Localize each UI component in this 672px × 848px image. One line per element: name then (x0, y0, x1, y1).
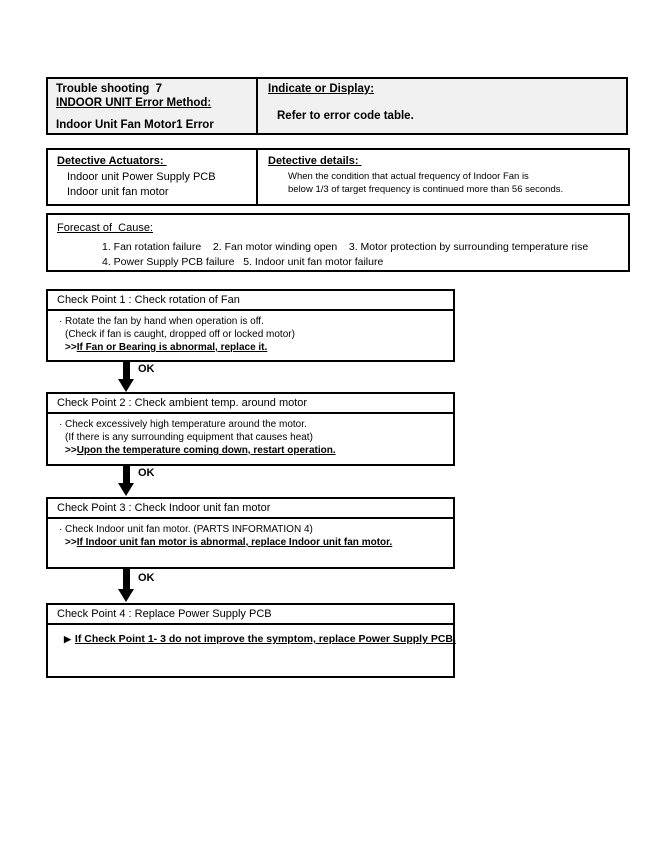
check-point-3-box (46, 497, 455, 569)
detective-actuator-item: Indoor unit Power Supply PCB (67, 171, 216, 183)
detective-table (46, 148, 630, 206)
check-point-3-action: If Indoor unit fan motor is abnormal, replace Indoor unit fan motor. (76, 537, 393, 548)
flow-arrow-down-icon (118, 362, 135, 392)
trouble-shooting-number: Trouble shooting 7 (56, 83, 163, 95)
check-point-4-box (46, 603, 455, 678)
check-point-4-action: If Check Point 1- 3 do not improve the symptom, replace Power Supply PCB. (74, 633, 456, 645)
check-point-2-title: Check Point 2 : Check ambient temp. around motor (48, 394, 453, 414)
forecast-cause-line: 4. Power Supply PCB failure 5. Indoor unit fan motor failure (102, 256, 384, 268)
arrow-shaft (123, 569, 130, 589)
forecast-of-cause-box (46, 213, 630, 272)
check-point-2-action: Upon the temperature coming down, restart operation. (76, 445, 336, 456)
check-point-2-line: Check excessively high temperature around the motor. (65, 419, 307, 430)
check-point-3-body (48, 519, 453, 549)
detective-actuator-item: Indoor unit fan motor (67, 186, 169, 198)
arrow-head (118, 379, 134, 392)
arrow-shaft (123, 466, 130, 483)
ok-label: OK (138, 572, 155, 584)
arrow-head (118, 589, 134, 602)
ok-label: OK (138, 363, 155, 375)
ok-label: OK (138, 467, 155, 479)
forecast-cause-line: 1. Fan rotation failure 2. Fan motor winding open 3. Motor protection by surrounding temperature rise (102, 241, 589, 253)
detective-details-cell (258, 150, 628, 204)
action-prefix: >> (65, 537, 77, 548)
error-name: Indoor Unit Fan Motor1 Error (56, 119, 214, 131)
action-prefix: >> (65, 342, 77, 353)
check-point-1-line: (Check if fan is caught, dropped off or locked motor) (65, 329, 295, 340)
detective-details-line: When the condition that actual frequency of Indoor Fan is (288, 171, 529, 182)
detective-details-line: below 1/3 of target frequency is continued more than 56 seconds. (288, 183, 564, 195)
flow-arrow-down-icon (118, 466, 135, 496)
check-point-1-line: Rotate the fan by hand when operation is off. (65, 316, 264, 327)
check-point-1-box (46, 289, 455, 362)
check-point-1-action: If Fan or Bearing is abnormal, replace it. (76, 342, 268, 353)
check-point-2-box (46, 392, 455, 466)
header-table-right-cell (258, 79, 626, 133)
flow-arrow-down-icon (118, 569, 135, 602)
detective-actuators-title: Detective Actuators: (57, 155, 167, 167)
check-point-4-title: Check Point 4 : Replace Power Supply PCB (48, 605, 453, 625)
bullet-tick: · (59, 316, 63, 327)
forecast-title: Forecast of Cause: (57, 222, 153, 234)
check-point-3-line: Check Indoor unit fan motor. (PARTS INFORMATION 4) (65, 524, 313, 535)
check-point-3-title: Check Point 3 : Check Indoor unit fan motor (48, 499, 453, 519)
action-prefix: >> (65, 445, 77, 456)
arrow-shaft (123, 362, 130, 379)
triangle-bullet-icon: ▶ (64, 634, 71, 644)
error-method-title: INDOOR UNIT Error Method: (56, 96, 212, 109)
indicate-or-display-title: Indicate or Display: (268, 83, 375, 95)
check-point-2-body (48, 414, 453, 457)
header-table (46, 77, 628, 135)
arrow-head (118, 483, 134, 496)
check-point-1-title: Check Point 1 : Check rotation of Fan (48, 291, 453, 311)
indicate-or-display-body: Refer to error code table. (277, 109, 414, 122)
bullet-tick: · (59, 524, 63, 535)
bullet-tick: · (59, 419, 63, 430)
check-point-1-body (48, 311, 453, 354)
detective-details-title: Detective details: (268, 155, 362, 167)
check-point-4-body (48, 625, 456, 646)
check-point-2-line: (If there is any surrounding equipment that causes heat) (65, 432, 313, 443)
detective-actuators-cell (48, 150, 258, 204)
header-table-left-cell (48, 79, 258, 133)
